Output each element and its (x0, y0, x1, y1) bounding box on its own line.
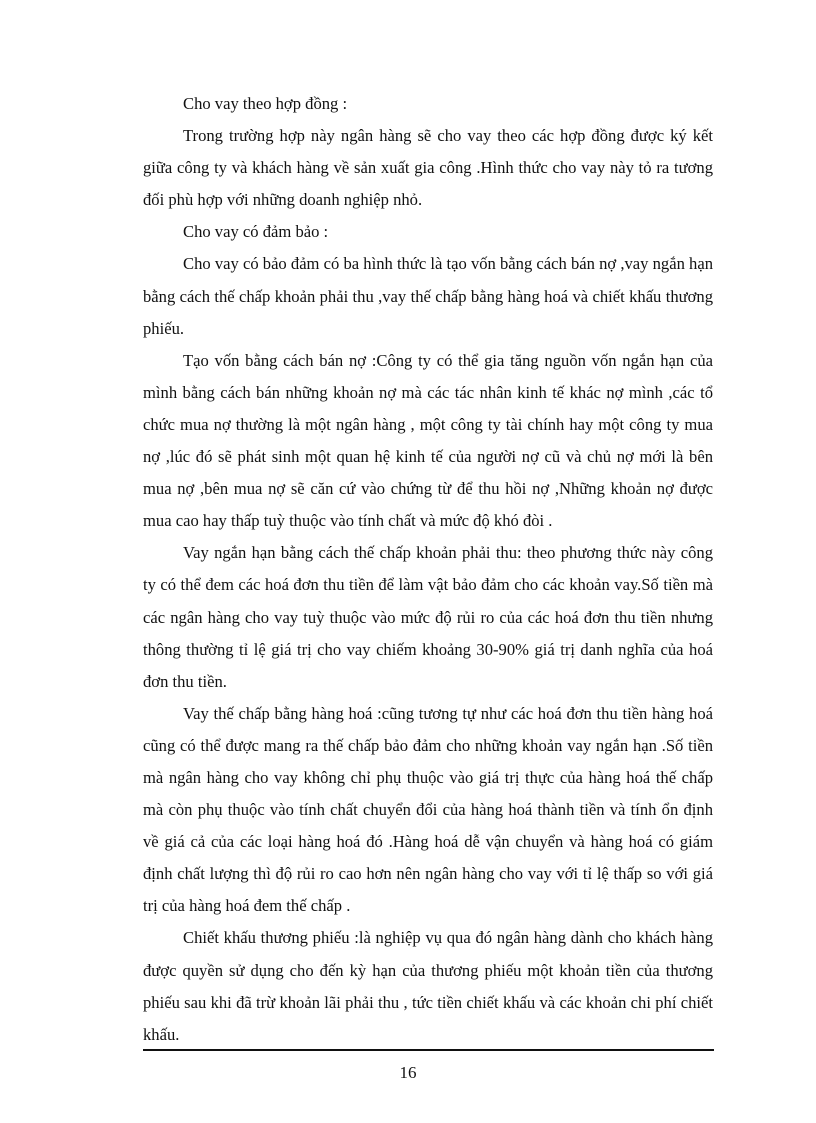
paragraph-inventory-pledge: Vay thế chấp bằng hàng hoá :cũng tương tự như các hoá đơn thu tiền hàng hoá cũng có thể được mang ra thế chấp bảo đảm cho những khoản vay ngắn hạn .Số tiền mà ngân hàng cho vay không chỉ phụ thuộc vào giá trị thực của hàng hoá thế chấp mà còn phụ thuộc vào tính chất chuyển đổi của hàng hoá thành tiền và tính ổn định về giá cả của các loại hàng hoá đó .Hàng hoá dễ vận chuyển và hàng hoá có giám định chất lượng thì độ rủi ro cao hơn nên ngân hàng cho vay với tỉ lệ thấp so với giá trị của hàng hoá đem thế chấp . (143, 703, 713, 916)
document-body (143, 88, 713, 1051)
paragraph-secured-loan-forms: Cho vay có bảo đảm có ba hình thức là tạo vốn bằng cách bán nợ ,vay ngắn hạn bằng cách thế chấp khoản phải thu ,vay thế chấp bằng hàng hoá và chiết khấu thương phiếu. (143, 254, 713, 338)
paragraph-receivables-pledge: Vay ngắn hạn bằng cách thế chấp khoản phải thu: theo phương thức này công ty có thể đem các hoá đơn thu tiền để làm vật bảo đảm cho các khoản vay.Số tiền mà các ngân hàng cho vay tuỳ thuộc vào mức độ rủi ro của các hoá đơn thu tiền nhưng thông thường tỉ lệ giá trị cho vay chiếm khoảng 30-90% giá trị danh nghĩa của hoá đơn thu tiền. (143, 543, 713, 691)
paragraph-debt-selling: Tạo vốn bằng cách bán nợ :Công ty có thể gia tăng nguồn vốn ngắn hạn của mình bằng cách bán những khoản nợ mà các tác nhân kinh tế khác nợ mình ,các tổ chức mua nợ thường là một ngân hàng , một công ty tài chính hay một công ty mua nợ ,lúc đó sẽ phát sinh một quan hệ kinh tế của người nợ cũ và chủ nợ mới là bên mua nợ ,bên mua nợ sẽ căn cứ vào chứng từ để thu hồi nợ ,Những khoản nợ được mua cao hay thấp tuỳ thuộc vào tính chất và mức độ khó đòi . (143, 350, 713, 531)
heading-contract-loan: Cho vay theo hợp đồng : (183, 94, 348, 113)
page-number: 16 (399, 1063, 417, 1082)
footer-divider (143, 1049, 714, 1051)
heading-secured-loan: Cho vay có đảm bảo : (183, 222, 329, 242)
paragraph-bill-discounting: Chiết khấu thương phiếu :là nghiệp vụ qua đó ngân hàng dành cho khách hàng được quyền sử dụng cho đến kỳ hạn của thương phiếu một khoản tiền của thương phiếu sau khi đã trừ khoản lãi phải thu , tức tiền chiết khấu và các khoản chi phí chiết khấu. (143, 928, 713, 1044)
paragraph-contract-loan: Trong trường hợp này ngân hàng sẽ cho vay theo các hợp đồng được ký kết giữa công ty và khách hàng về sản xuất gia công .Hình thức cho vay này tỏ ra tương đối phù hợp với những doanh nghiệp nhỏ. (143, 126, 713, 210)
